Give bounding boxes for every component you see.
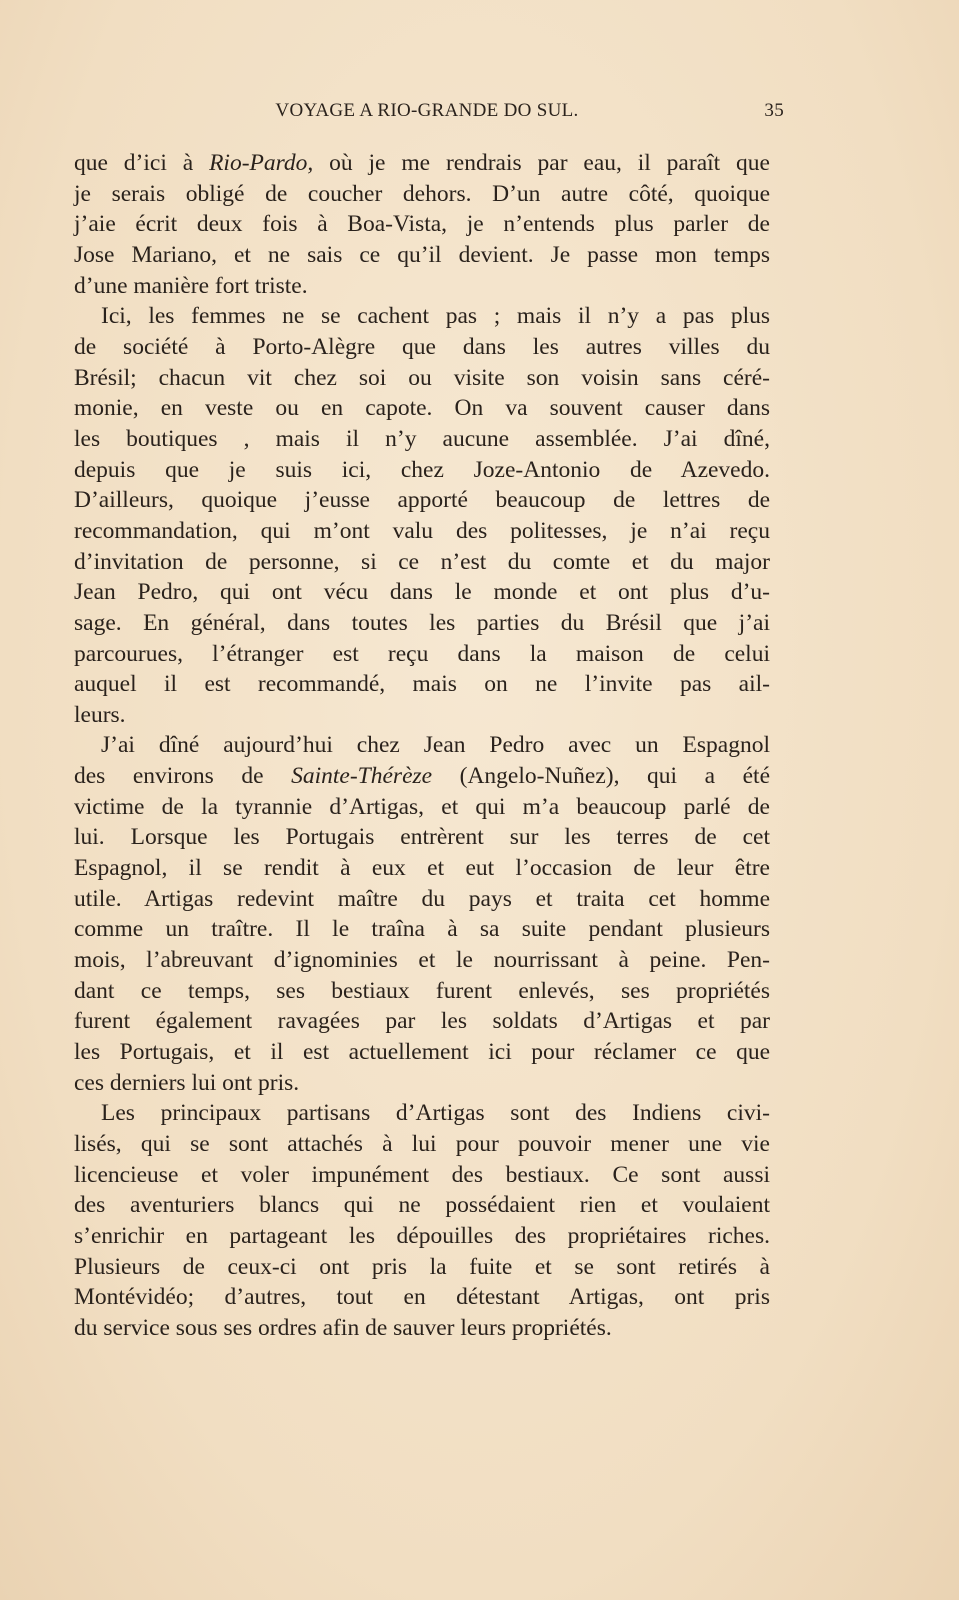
text-line <box>74 516 770 547</box>
text-run: s’enrichir en partageant les dépouilles des propriétaires riches. <box>74 1222 770 1249</box>
text-line <box>74 761 770 792</box>
text-run: Espagnol, il se rendit à eux et eut l’occasion de leur être <box>74 855 770 882</box>
text-run: J’ai dîné aujourd’hui chez Jean Pedro avec un Espagnol <box>101 732 770 759</box>
text-line <box>74 363 770 394</box>
text-run: depuis que je suis ici, chez Joze-Antonio de Azevedo. <box>74 456 770 483</box>
text-line <box>74 730 770 761</box>
text-run: des environs de <box>74 763 292 790</box>
text-run: utile. Artigas redevint maître du pays et traita cet homme <box>74 885 770 912</box>
text-run: les Portugais, et il est actuellement ici pour réclamer ce que <box>74 1039 770 1066</box>
text-line <box>74 424 770 455</box>
text-run: Jean Pedro, qui ont vécu dans le monde et ont plus d’u- <box>74 579 770 606</box>
italic-place-name: Rio-Pardo, <box>209 150 314 176</box>
text-run: furent également ravagées par les soldats d’Artigas et par <box>74 1008 770 1035</box>
text-run: où je me rendrais par eau, il paraît que <box>313 150 770 176</box>
text-run: lisés, qui se sont attachés à lui pour pouvoir mener une vie <box>74 1131 770 1157</box>
text-run: mois, l’abreuvant d’ignominies et le nourrissant à peine. Pen- <box>74 947 770 974</box>
text-run: j’aie écrit deux fois à Boa-Vista, je n’entends plus parler de <box>74 211 770 238</box>
text-run: Ici, les femmes ne se cachent pas ; mais il n’y a pas plus <box>101 303 770 330</box>
text-line <box>74 608 770 639</box>
text-run: que d’ici à <box>74 150 210 176</box>
italic-place-name: Sainte-Thérèze <box>291 763 433 790</box>
paragraph <box>74 730 770 1098</box>
text-line <box>74 669 770 700</box>
text-run: d’une manière fort triste. <box>74 272 308 299</box>
text-line <box>74 1282 770 1313</box>
text-line <box>74 1068 770 1099</box>
text-run: les boutiques , mais il n’y aucune assemblée. J’ai dîné, <box>74 425 770 452</box>
text-run: lui. Lorsque les Portugais entrèrent sur les terres de cet <box>74 824 770 851</box>
text-line <box>74 1098 770 1129</box>
text-run: sage. En général, dans toutes les parties du Brésil que j’ai <box>74 609 770 636</box>
text-line <box>74 1313 770 1344</box>
text-run: D’ailleurs, quoique j’eusse apporté beaucoup de lettres de <box>74 487 770 514</box>
text-run: (Angelo-Nuñez), qui a été <box>432 763 771 790</box>
paragraph <box>74 1098 770 1343</box>
text-line <box>74 1037 770 1068</box>
text-line <box>74 1160 770 1191</box>
text-line <box>74 1190 770 1221</box>
text-line <box>74 853 770 884</box>
text-run: victime de la tyrannie d’Artigas, et qui m’a beaucoup parlé de <box>74 793 770 820</box>
text-line <box>74 209 770 240</box>
text-run: Plusieurs de ceux-ci ont pris la fuite et se sont retirés à <box>74 1253 770 1280</box>
text-line <box>74 914 770 945</box>
text-line <box>74 485 770 516</box>
text-line <box>74 976 770 1007</box>
text-line <box>74 1252 770 1283</box>
text-run: comme un traître. Il le traîna à sa suite pendant plusieurs <box>74 916 770 943</box>
text-run: d’invitation de personne, si ce n’est du comte et du major <box>74 548 770 575</box>
text-line <box>74 179 770 210</box>
text-line <box>74 577 770 608</box>
text-line <box>74 1006 770 1037</box>
text-run: Les principaux partisans d’Artigas sont des Indiens civi- <box>101 1100 770 1127</box>
paragraph <box>74 148 770 301</box>
running-title: VOYAGE A RIO-GRANDE DO SUL. <box>275 100 579 121</box>
text-run: ces derniers lui ont pris. <box>74 1069 300 1096</box>
text-line <box>74 393 770 424</box>
text-line <box>74 822 770 853</box>
text-line <box>74 240 770 271</box>
text-run: Jose Mariano, et ne sais ce qu’il devient. Je passe mon temps <box>74 241 770 268</box>
text-line <box>74 884 770 915</box>
text-line <box>74 455 770 486</box>
text-run: recommandation, qui m’ont valu des politesses, je n’ai reçu <box>74 517 770 544</box>
text-run: leurs. <box>74 701 126 728</box>
text-line <box>74 547 770 578</box>
text-run: monie, en veste ou en capote. On va souvent causer dans <box>74 395 770 422</box>
text-run: dant ce temps, ses bestiaux furent enlevés, ses propriétés <box>74 977 770 1004</box>
page-header <box>74 100 784 126</box>
text-line <box>74 332 770 363</box>
text-line <box>74 1221 770 1252</box>
text-line <box>74 1129 770 1160</box>
text-line <box>74 792 770 823</box>
page-body-text <box>74 148 770 1344</box>
page-number: 35 <box>764 100 784 121</box>
text-run: de société à Porto-Alègre que dans les autres villes du <box>74 333 770 360</box>
text-run: Montévidéo; d’autres, tout en détestant Artigas, ont pris <box>74 1284 770 1311</box>
text-line <box>74 271 770 302</box>
paragraph <box>74 301 770 730</box>
text-line <box>74 945 770 976</box>
text-line <box>74 700 770 731</box>
text-run: auquel il est recommandé, mais on ne l’invite pas ail- <box>74 671 770 698</box>
text-run: Brésil; chacun vit chez soi ou visite son voisin sans céré- <box>74 364 770 391</box>
text-run: je serais obligé de coucher dehors. D’un autre côté, quoique <box>74 180 770 207</box>
text-run: du service sous ses ordres afin de sauver leurs propriétés. <box>74 1314 612 1341</box>
text-line <box>74 639 770 670</box>
text-run: des aventuriers blancs qui ne possédaient rien et voulaient <box>74 1192 770 1219</box>
text-line <box>74 301 770 332</box>
text-run: parcourues, l’étranger est reçu dans la maison de celui <box>74 640 770 667</box>
text-line <box>74 148 770 179</box>
text-run: licencieuse et voler impunément des bestiaux. Ce sont aussi <box>74 1161 770 1188</box>
